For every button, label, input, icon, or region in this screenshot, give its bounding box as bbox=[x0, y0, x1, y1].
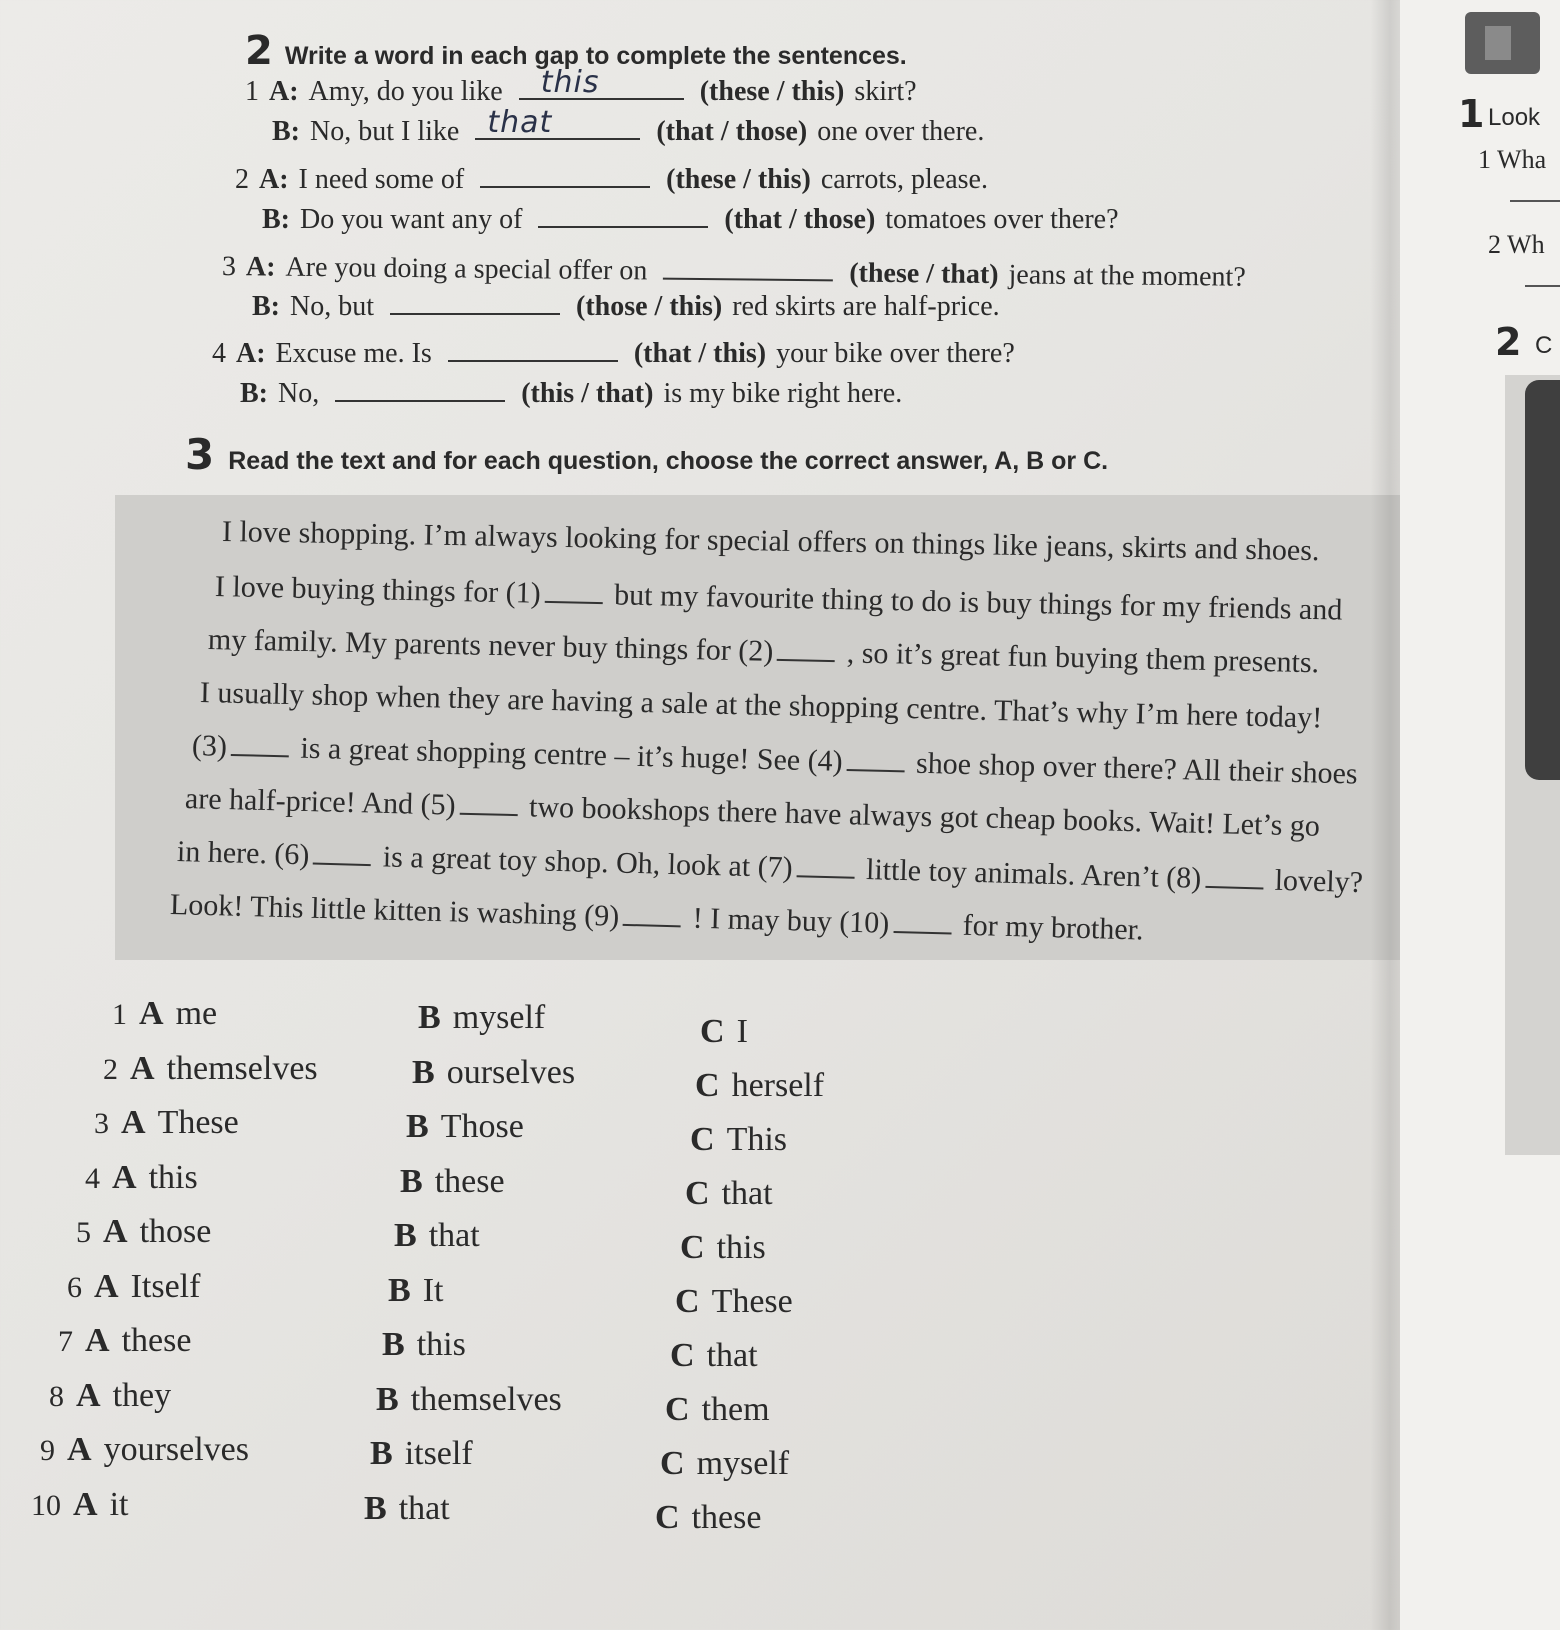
speaker: B: bbox=[240, 378, 268, 409]
text-segment: are half-price! And (5) bbox=[184, 782, 457, 822]
speaker: B: bbox=[262, 204, 290, 235]
letter-b: B bbox=[376, 1380, 399, 1418]
item-number: 4 bbox=[212, 338, 226, 369]
option-b-text: themselves bbox=[410, 1380, 562, 1418]
text-segment: lovely? bbox=[1266, 863, 1364, 900]
option-b-text: myself bbox=[452, 999, 546, 1036]
option-c-text: myself bbox=[696, 1445, 790, 1482]
choice-hint: (that / those) bbox=[656, 116, 808, 147]
option-c-text: these bbox=[691, 1499, 762, 1536]
next-q2: 2 Wh bbox=[1488, 230, 1545, 259]
option-b[interactable] bbox=[382, 1326, 466, 1364]
option-b[interactable] bbox=[376, 1381, 562, 1419]
next-ex2-title: C bbox=[1535, 332, 1553, 359]
option-a[interactable] bbox=[112, 995, 217, 1033]
option-b-text: ourselves bbox=[446, 1053, 576, 1091]
speaker: B: bbox=[252, 291, 280, 322]
option-a[interactable] bbox=[40, 1431, 249, 1469]
question-number: 2 bbox=[103, 1052, 118, 1086]
option-a[interactable] bbox=[67, 1268, 200, 1306]
item-number: 2 bbox=[235, 164, 249, 195]
option-b-text: It bbox=[422, 1271, 444, 1309]
choice-hint: (that / this) bbox=[633, 338, 767, 369]
option-c[interactable] bbox=[700, 1013, 748, 1051]
speaker: A: bbox=[269, 76, 299, 107]
line-text: your bike over there? bbox=[776, 338, 1015, 369]
option-c[interactable] bbox=[660, 1445, 789, 1483]
exercise-2-number: 2 bbox=[245, 28, 273, 74]
letter-a: A bbox=[121, 1104, 146, 1141]
letter-b: B bbox=[388, 1271, 411, 1309]
option-b[interactable] bbox=[406, 1108, 524, 1146]
option-c[interactable] bbox=[685, 1175, 773, 1213]
letter-c: C bbox=[685, 1175, 710, 1212]
line-text: jeans at the moment? bbox=[1008, 259, 1246, 293]
gap-3[interactable] bbox=[231, 730, 290, 757]
ex2-line bbox=[272, 105, 985, 148]
ex2-line bbox=[252, 285, 1000, 323]
answer-gap[interactable] bbox=[448, 332, 618, 362]
line-text: Excuse me. Is bbox=[275, 338, 432, 369]
line-text: Are you doing a special offer on bbox=[285, 251, 648, 287]
letter-a: A bbox=[76, 1376, 101, 1414]
choice-hint: (these / this) bbox=[699, 76, 845, 107]
option-c-text: These bbox=[711, 1283, 793, 1320]
ex2-line bbox=[245, 65, 917, 108]
gap-9[interactable] bbox=[623, 900, 682, 928]
letter-b: B bbox=[412, 1053, 435, 1091]
text-segment: for my brother. bbox=[954, 908, 1144, 947]
letter-b: B bbox=[406, 1108, 429, 1145]
option-b-text: itself bbox=[404, 1435, 473, 1472]
text-segment: but my favourite thing to do is buy things for my friends and bbox=[606, 578, 1343, 627]
item-number: 3 bbox=[221, 251, 237, 283]
line-text: red skirts are half-price. bbox=[732, 291, 1000, 322]
gap-10[interactable] bbox=[893, 907, 952, 935]
option-a[interactable] bbox=[85, 1159, 198, 1197]
speaker: A: bbox=[245, 251, 276, 283]
option-b[interactable] bbox=[394, 1217, 480, 1255]
exercise-3-number: 3 bbox=[185, 430, 215, 479]
text-segment: my family. My parents never buy things for (2) bbox=[207, 623, 774, 668]
question-number: 10 bbox=[31, 1488, 61, 1522]
option-a-text: These bbox=[157, 1104, 239, 1141]
letter-c: C bbox=[670, 1337, 695, 1374]
letter-c: C bbox=[680, 1229, 705, 1266]
option-b[interactable] bbox=[364, 1490, 450, 1528]
line-text: No, but I like bbox=[310, 116, 460, 147]
question-number: 8 bbox=[49, 1379, 64, 1413]
gap-4[interactable] bbox=[846, 745, 905, 772]
option-b[interactable] bbox=[412, 1054, 575, 1092]
line-text: Amy, do you like bbox=[308, 76, 503, 107]
text-segment: little toy animals. Aren’t (8) bbox=[858, 852, 1202, 895]
option-a-text: they bbox=[112, 1376, 172, 1414]
option-c[interactable] bbox=[680, 1229, 766, 1267]
next-q1-gap bbox=[1510, 200, 1560, 202]
ex2-line bbox=[212, 332, 1015, 370]
letter-b: B bbox=[394, 1217, 417, 1254]
text-segment: is a great toy shop. Oh, look at (7) bbox=[374, 840, 794, 885]
handwritten-answer: this bbox=[540, 65, 600, 100]
gap-7[interactable] bbox=[796, 851, 855, 879]
option-b[interactable] bbox=[388, 1272, 443, 1310]
ex2-line bbox=[235, 158, 988, 196]
option-a-text: yourselves bbox=[103, 1431, 249, 1468]
line-text: No, bbox=[278, 378, 320, 409]
option-a-text: me bbox=[175, 995, 218, 1032]
option-b[interactable] bbox=[370, 1435, 473, 1473]
gap-5[interactable] bbox=[459, 789, 518, 816]
option-a[interactable] bbox=[49, 1377, 171, 1415]
option-a[interactable] bbox=[31, 1486, 128, 1524]
option-a[interactable] bbox=[103, 1050, 318, 1088]
line-text: I need some of bbox=[298, 164, 465, 195]
letter-c: C bbox=[700, 1013, 725, 1050]
question-number: 4 bbox=[85, 1161, 100, 1195]
letter-c: C bbox=[665, 1391, 690, 1428]
line-text: No, but bbox=[290, 291, 374, 322]
line-text: one over there. bbox=[817, 116, 985, 147]
text-segment: two bookshops there have always got cheap books. Wait! Let’s go bbox=[521, 790, 1321, 843]
letter-b: B bbox=[382, 1326, 405, 1363]
letter-c: C bbox=[675, 1283, 700, 1320]
line-text: skirt? bbox=[854, 76, 917, 107]
letter-a: A bbox=[130, 1049, 155, 1087]
speaker: A: bbox=[259, 164, 289, 195]
speaker: A: bbox=[236, 338, 266, 369]
unit-tab-icon bbox=[1465, 12, 1540, 74]
text-segment: (3) bbox=[191, 729, 228, 763]
letter-b: B bbox=[364, 1489, 387, 1527]
option-c[interactable] bbox=[690, 1121, 787, 1159]
text-segment: shoe shop over there? All their shoes bbox=[908, 746, 1358, 791]
gap-2[interactable] bbox=[777, 635, 836, 662]
letter-c: C bbox=[660, 1445, 685, 1482]
option-c[interactable] bbox=[695, 1067, 824, 1105]
exercise-3-heading bbox=[185, 430, 1108, 479]
option-c-text: I bbox=[736, 1013, 748, 1050]
text-segment: , so it’s great fun buying them presents. bbox=[838, 636, 1320, 680]
question-number: 6 bbox=[67, 1270, 82, 1304]
exercise-2-title: Write a word in each gap to complete the sentences. bbox=[284, 42, 907, 70]
option-a[interactable] bbox=[58, 1322, 191, 1360]
letter-b: B bbox=[418, 999, 441, 1036]
option-c[interactable] bbox=[675, 1283, 793, 1321]
option-a-text: Itself bbox=[130, 1267, 201, 1305]
letter-a: A bbox=[73, 1485, 98, 1523]
option-b-text: Those bbox=[440, 1108, 524, 1145]
letter-b: B bbox=[370, 1435, 393, 1472]
option-c-text: that bbox=[721, 1175, 773, 1212]
option-a[interactable] bbox=[94, 1104, 239, 1142]
cartoon-illustration bbox=[1525, 380, 1560, 780]
question-number: 3 bbox=[94, 1107, 109, 1140]
gap-8[interactable] bbox=[1205, 862, 1264, 890]
option-c[interactable] bbox=[655, 1499, 761, 1537]
option-b-text: this bbox=[416, 1326, 466, 1363]
answer-gap[interactable] bbox=[538, 198, 708, 228]
option-c-text: them bbox=[701, 1391, 770, 1428]
choice-hint: (that / those) bbox=[724, 204, 876, 235]
answer-gap[interactable] bbox=[390, 285, 560, 315]
letter-a: A bbox=[103, 1213, 128, 1250]
choice-hint: (those / this) bbox=[576, 291, 723, 322]
option-c-text: herself bbox=[731, 1067, 825, 1104]
answer-gap[interactable] bbox=[475, 105, 640, 140]
answer-gap[interactable] bbox=[519, 65, 684, 100]
option-b-text: these bbox=[434, 1162, 505, 1200]
item-number: 1 bbox=[245, 76, 259, 107]
option-a-text: those bbox=[139, 1213, 212, 1250]
letter-c: C bbox=[690, 1121, 715, 1158]
answer-gap[interactable] bbox=[335, 372, 505, 402]
line-text: is my bike right here. bbox=[663, 378, 903, 409]
question-number: 7 bbox=[58, 1325, 73, 1358]
question-number: 1 bbox=[112, 998, 127, 1031]
exercise-3-title: Read the text and for each question, choose the correct answer, A, B or C. bbox=[228, 447, 1109, 475]
text-segment: Look! This little kitten is washing (9) bbox=[169, 888, 620, 933]
speaker: B: bbox=[272, 116, 300, 147]
ex2-line bbox=[240, 372, 902, 410]
next-q1: 1 Wha bbox=[1478, 145, 1547, 174]
choice-hint: (these / this) bbox=[666, 164, 811, 195]
option-a-text: these bbox=[121, 1322, 192, 1359]
option-a[interactable] bbox=[76, 1213, 211, 1251]
option-b-text: that bbox=[398, 1489, 450, 1527]
question-number: 5 bbox=[76, 1216, 91, 1249]
option-b[interactable] bbox=[400, 1163, 505, 1201]
gap-6[interactable] bbox=[313, 839, 372, 867]
text-segment: ! I may buy (10) bbox=[684, 901, 890, 940]
option-a-text: themselves bbox=[166, 1049, 318, 1087]
option-b-text: that bbox=[428, 1217, 480, 1254]
ex2-line bbox=[262, 198, 1119, 236]
letter-b: B bbox=[400, 1162, 423, 1200]
option-a-text: this bbox=[148, 1158, 198, 1196]
choice-hint: (these / that) bbox=[849, 257, 999, 291]
letter-a: A bbox=[94, 1267, 119, 1305]
question-number: 9 bbox=[40, 1434, 55, 1467]
letter-c: C bbox=[655, 1499, 680, 1536]
line-text: tomatoes over there? bbox=[885, 204, 1119, 235]
letter-a: A bbox=[67, 1431, 92, 1468]
option-a-text: it bbox=[109, 1485, 129, 1523]
gap-1[interactable] bbox=[545, 577, 604, 604]
next-q2-gap bbox=[1525, 285, 1560, 287]
next-ex1-number: 1 bbox=[1458, 92, 1485, 136]
answer-gap[interactable] bbox=[480, 158, 650, 188]
answer-gap[interactable] bbox=[663, 250, 833, 282]
next-ex2-number: 2 bbox=[1495, 320, 1522, 364]
letter-c: C bbox=[695, 1067, 720, 1104]
letter-a: A bbox=[112, 1158, 137, 1196]
line-text: Do you want any of bbox=[300, 204, 523, 235]
text-segment: I usually shop when they are having a sale at the shopping centre. That’s why I’m here today! bbox=[199, 676, 1323, 735]
option-b[interactable] bbox=[418, 999, 545, 1037]
option-c-text: This bbox=[726, 1121, 788, 1158]
handwritten-answer: that bbox=[487, 105, 553, 140]
letter-a: A bbox=[85, 1322, 110, 1359]
option-c[interactable] bbox=[670, 1337, 758, 1375]
option-c-text: that bbox=[706, 1337, 758, 1374]
text-segment: I love shopping. I’m always looking for special offers on things like jeans, skirts and shoes. bbox=[221, 515, 1320, 568]
text-segment: I love buying things for (1) bbox=[214, 570, 542, 610]
text-segment: is a great shopping centre – it’s huge! See (4) bbox=[292, 731, 844, 778]
line-text: carrots, please. bbox=[820, 164, 988, 195]
letter-a: A bbox=[139, 995, 164, 1032]
choice-hint: (this / that) bbox=[521, 378, 654, 409]
text-segment: in here. (6) bbox=[176, 835, 310, 872]
next-ex1-title: Look bbox=[1488, 104, 1541, 131]
option-c[interactable] bbox=[665, 1391, 770, 1429]
option-c-text: this bbox=[716, 1229, 766, 1266]
